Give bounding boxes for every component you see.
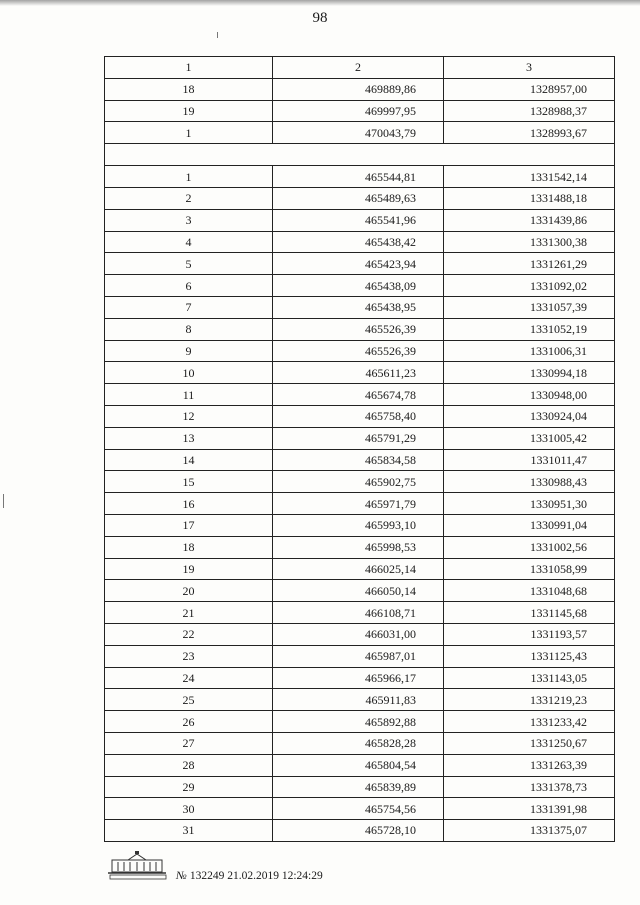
table-row: [105, 776, 615, 798]
x-coordinate-cell: 465828,28: [273, 732, 444, 754]
scan-edge-shadow: [0, 0, 640, 6]
x-coordinate-cell: 465438,09: [273, 275, 444, 297]
x-coordinate-cell: 465541,96: [273, 209, 444, 231]
table-header-row: [105, 57, 615, 79]
x-coordinate-cell: 465544,81: [273, 166, 444, 188]
y-coordinate-cell: 1331378,73: [444, 776, 615, 798]
table-row: [105, 427, 615, 449]
table-row: [105, 187, 615, 209]
x-coordinate-cell: 465728,10: [273, 820, 444, 842]
y-coordinate-cell: 1330924,04: [444, 405, 615, 427]
x-coordinate-cell: 465834,58: [273, 449, 444, 471]
table-row: [105, 318, 615, 340]
x-coordinate-cell: 465902,75: [273, 471, 444, 493]
x-coordinate-cell: 465966,17: [273, 667, 444, 689]
point-number-cell: 12: [105, 405, 273, 427]
y-coordinate-cell: 1331375,07: [444, 820, 615, 842]
table-row: [105, 798, 615, 820]
x-coordinate-cell: 465839,89: [273, 776, 444, 798]
y-coordinate-cell: 1331263,39: [444, 754, 615, 776]
x-coordinate-cell: 465998,53: [273, 536, 444, 558]
table-row: [105, 645, 615, 667]
y-coordinate-cell: 1328988,37: [444, 100, 615, 122]
registration-stamp: [176, 870, 323, 882]
y-coordinate-cell: 1331005,42: [444, 427, 615, 449]
table-row: [105, 493, 615, 515]
y-coordinate-cell: 1331439,86: [444, 209, 615, 231]
point-number-cell: 11: [105, 384, 273, 406]
table-row: [105, 122, 615, 144]
table-row: [105, 820, 615, 842]
x-coordinate-cell: 465971,79: [273, 493, 444, 515]
x-coordinate-cell: 465526,39: [273, 318, 444, 340]
table-row: [105, 209, 615, 231]
point-number-cell: 23: [105, 645, 273, 667]
point-number-cell: 17: [105, 514, 273, 536]
page-number: 98: [312, 10, 328, 26]
reg-number-datetime: 132249 21.02.2019 12:24:29: [189, 870, 323, 882]
table-row: [105, 449, 615, 471]
y-coordinate-cell: 1328957,00: [444, 78, 615, 100]
y-coordinate-cell: 1331250,67: [444, 732, 615, 754]
table-separator-row: [105, 144, 615, 166]
point-number-cell: 1: [105, 122, 273, 144]
table-row: [105, 78, 615, 100]
point-number-cell: 2: [105, 187, 273, 209]
y-coordinate-cell: 1328993,67: [444, 122, 615, 144]
table-row: [105, 602, 615, 624]
y-coordinate-cell: 1331052,19: [444, 318, 615, 340]
table-row: [105, 711, 615, 733]
y-coordinate-cell: 1331058,99: [444, 558, 615, 580]
point-number-cell: 19: [105, 558, 273, 580]
y-coordinate-cell: 1331057,39: [444, 296, 615, 318]
coordinates-table: [104, 56, 615, 842]
table-row: [105, 667, 615, 689]
point-number-cell: 16: [105, 493, 273, 515]
point-number-cell: 6: [105, 275, 273, 297]
table-row: [105, 405, 615, 427]
scan-mark: [217, 32, 218, 38]
x-coordinate-cell: 465438,42: [273, 231, 444, 253]
y-coordinate-cell: 1331488,18: [444, 187, 615, 209]
table-row: [105, 732, 615, 754]
point-number-cell: 14: [105, 449, 273, 471]
point-number-cell: 25: [105, 689, 273, 711]
table-row: [105, 558, 615, 580]
table-row: [105, 471, 615, 493]
y-coordinate-cell: 1331002,56: [444, 536, 615, 558]
table-row: [105, 514, 615, 536]
y-coordinate-cell: 1331219,23: [444, 689, 615, 711]
table-row: [105, 536, 615, 558]
x-coordinate-cell: 465911,83: [273, 689, 444, 711]
y-coordinate-cell: 1331193,57: [444, 623, 615, 645]
point-number-cell: 4: [105, 231, 273, 253]
point-number-cell: 21: [105, 602, 273, 624]
reg-number-symbol: №: [176, 870, 187, 882]
y-coordinate-cell: 1331048,68: [444, 580, 615, 602]
y-coordinate-cell: 1331233,42: [444, 711, 615, 733]
table-row: [105, 275, 615, 297]
table-row: [105, 362, 615, 384]
point-number-cell: 28: [105, 754, 273, 776]
x-coordinate-cell: 466025,14: [273, 558, 444, 580]
column-header: 2: [273, 57, 444, 79]
y-coordinate-cell: 1331300,38: [444, 231, 615, 253]
y-coordinate-cell: 1331011,47: [444, 449, 615, 471]
table-row: [105, 296, 615, 318]
point-number-cell: 7: [105, 296, 273, 318]
point-number-cell: 15: [105, 471, 273, 493]
table-row: [105, 580, 615, 602]
point-number-cell: 18: [105, 78, 273, 100]
y-coordinate-cell: 1330994,18: [444, 362, 615, 384]
point-number-cell: 1: [105, 166, 273, 188]
x-coordinate-cell: 469997,95: [273, 100, 444, 122]
x-coordinate-cell: 465993,10: [273, 514, 444, 536]
building-stamp-icon: [106, 850, 168, 880]
x-coordinate-cell: 465489,63: [273, 187, 444, 209]
y-coordinate-cell: 1330988,43: [444, 471, 615, 493]
point-number-cell: 19: [105, 100, 273, 122]
table-row: [105, 340, 615, 362]
column-header: 1: [105, 57, 273, 79]
x-coordinate-cell: 465611,23: [273, 362, 444, 384]
y-coordinate-cell: 1331261,29: [444, 253, 615, 275]
x-coordinate-cell: 466050,14: [273, 580, 444, 602]
document-footer: [106, 850, 506, 890]
y-coordinate-cell: 1331143,05: [444, 667, 615, 689]
point-number-cell: 24: [105, 667, 273, 689]
point-number-cell: 22: [105, 623, 273, 645]
point-number-cell: 8: [105, 318, 273, 340]
x-coordinate-cell: 466031,00: [273, 623, 444, 645]
point-number-cell: 27: [105, 732, 273, 754]
separator-cell: [105, 144, 615, 166]
x-coordinate-cell: 470043,79: [273, 122, 444, 144]
x-coordinate-cell: 465804,54: [273, 754, 444, 776]
y-coordinate-cell: 1331391,98: [444, 798, 615, 820]
point-number-cell: 20: [105, 580, 273, 602]
point-number-cell: 29: [105, 776, 273, 798]
x-coordinate-cell: 465754,56: [273, 798, 444, 820]
x-coordinate-cell: 466108,71: [273, 602, 444, 624]
table-row: [105, 384, 615, 406]
x-coordinate-cell: 465791,29: [273, 427, 444, 449]
point-number-cell: 30: [105, 798, 273, 820]
point-number-cell: 26: [105, 711, 273, 733]
x-coordinate-cell: 465758,40: [273, 405, 444, 427]
point-number-cell: 9: [105, 340, 273, 362]
y-coordinate-cell: 1331145,68: [444, 602, 615, 624]
point-number-cell: 13: [105, 427, 273, 449]
column-header: 3: [444, 57, 615, 79]
table-row: [105, 100, 615, 122]
table-row: [105, 623, 615, 645]
table-row: [105, 689, 615, 711]
x-coordinate-cell: 465526,39: [273, 340, 444, 362]
scan-mark: [3, 494, 4, 508]
x-coordinate-cell: 465674,78: [273, 384, 444, 406]
point-number-cell: 3: [105, 209, 273, 231]
point-number-cell: 10: [105, 362, 273, 384]
x-coordinate-cell: 465987,01: [273, 645, 444, 667]
y-coordinate-cell: 1331092,02: [444, 275, 615, 297]
y-coordinate-cell: 1331542,14: [444, 166, 615, 188]
y-coordinate-cell: 1331125,43: [444, 645, 615, 667]
y-coordinate-cell: 1330951,30: [444, 493, 615, 515]
table-row: [105, 231, 615, 253]
point-number-cell: 18: [105, 536, 273, 558]
y-coordinate-cell: 1331006,31: [444, 340, 615, 362]
table-row: [105, 754, 615, 776]
x-coordinate-cell: 465892,88: [273, 711, 444, 733]
point-number-cell: 5: [105, 253, 273, 275]
point-number-cell: 31: [105, 820, 273, 842]
table-row: [105, 166, 615, 188]
x-coordinate-cell: 469889,86: [273, 78, 444, 100]
x-coordinate-cell: 465423,94: [273, 253, 444, 275]
y-coordinate-cell: 1330991,04: [444, 514, 615, 536]
y-coordinate-cell: 1330948,00: [444, 384, 615, 406]
x-coordinate-cell: 465438,95: [273, 296, 444, 318]
table-row: [105, 253, 615, 275]
